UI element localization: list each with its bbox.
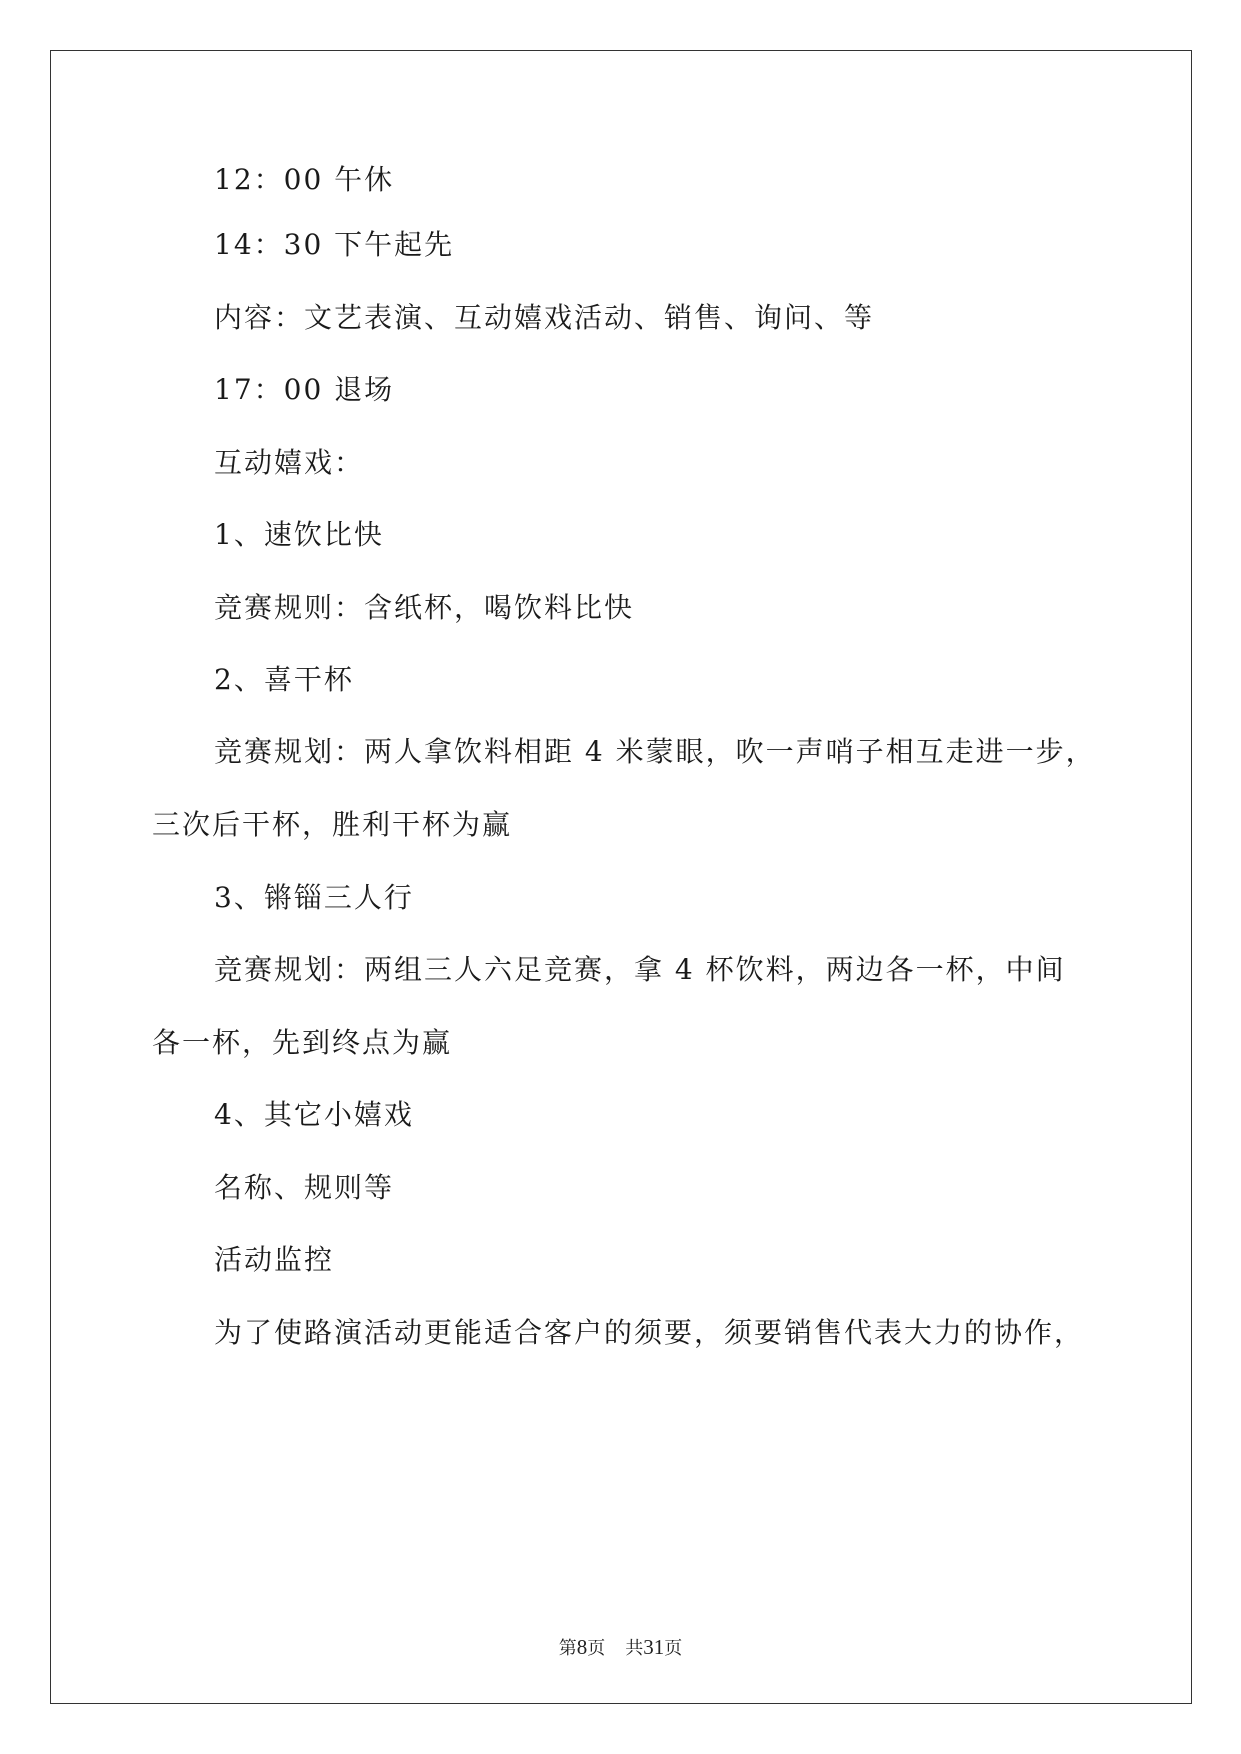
page-border [50,50,1192,1704]
paragraph: 互动嬉戏： [214,446,365,479]
paragraph: 竞赛规划：两组三人六足竞赛，拿 4 杯饮料，两边各一杯，中间 [214,953,1066,986]
page-prefix: 第 [558,1638,577,1658]
paragraph: 4、其它小嬉戏 [214,1098,414,1131]
total-suffix: 页 [664,1638,683,1658]
paragraph: 为了使路演活动更能适合客户的须要，须要销售代表大力的协作， [214,1316,1085,1349]
paragraph-continuation: 三次后干杯，胜利干杯为赢 [152,808,513,841]
paragraph: 17：00 退场 [214,373,395,406]
paragraph: 名称、规则等 [214,1171,395,1204]
total-prefix: 共 [625,1638,644,1658]
total-pages: 31 [643,1635,665,1659]
paragraph: 内容：文艺表演、互动嬉戏活动、销售、询问、等 [214,301,875,334]
paragraph-continuation: 各一杯，先到终点为赢 [152,1026,453,1059]
paragraph: 3、锵锱三人行 [214,881,414,914]
page-footer [0,1636,1241,1659]
paragraph: 12：00 午休 [214,163,395,196]
paragraph: 14：30 下午起先 [214,228,455,261]
page-suffix: 页 [587,1638,606,1658]
paragraph: 竞赛规则：含纸杯，喝饮料比快 [214,591,635,624]
paragraph: 1、速饮比快 [214,518,384,551]
paragraph: 竞赛规划：两人拿饮料相距 4 米蒙眼，吹一声哨子相互走进一步， [214,735,1096,768]
page-number: 8 [576,1635,588,1659]
paragraph: 2、喜干杯 [214,663,354,696]
paragraph: 活动监控 [214,1243,335,1276]
